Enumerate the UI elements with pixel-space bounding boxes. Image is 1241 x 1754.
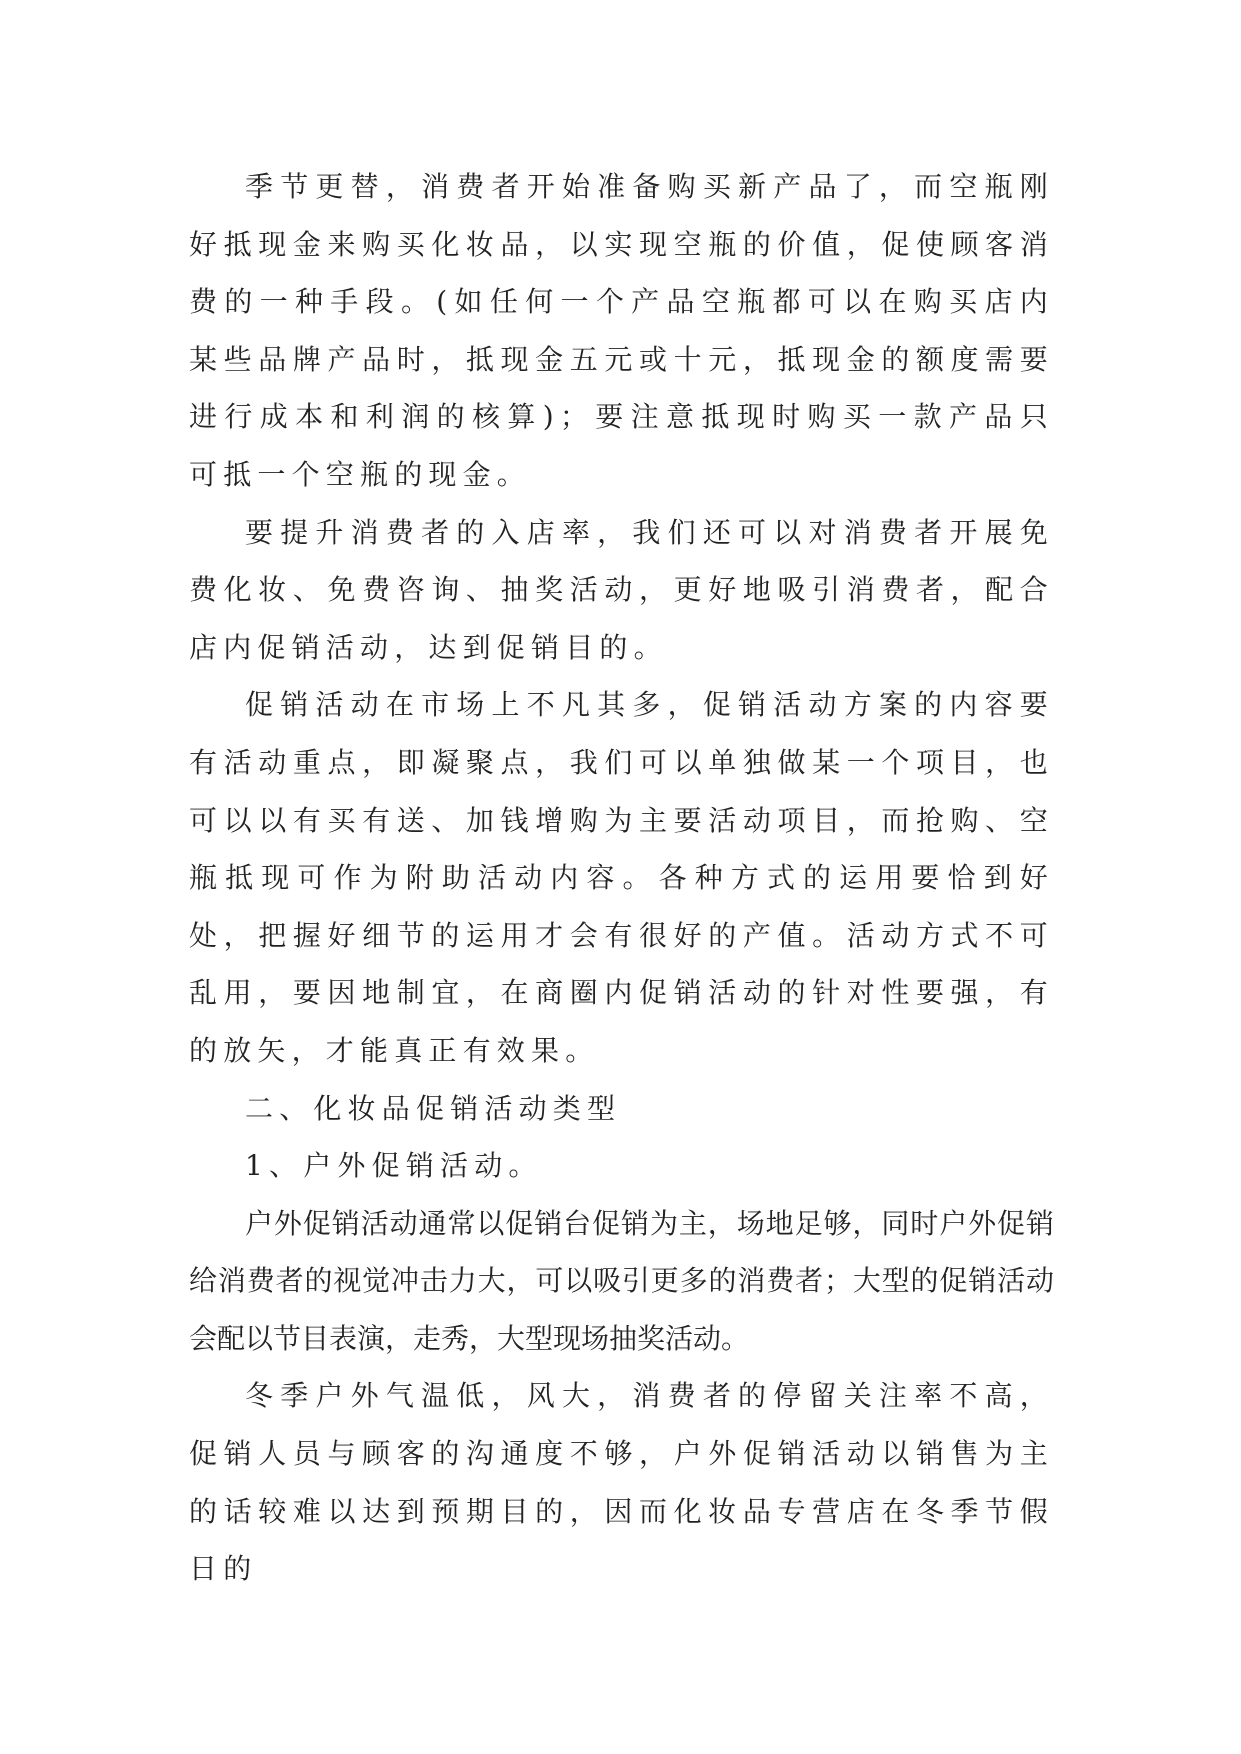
document-body — [189, 158, 1054, 1598]
paragraph-promotion-focus: 促销活动在市场上不凡其多，促销活动方案的内容要有活动重点，即凝聚点，我们可以单独做某一个项目，也可以以有买有送、加钱增购为主要活动项目，而抢购、空瓶抵现可作为附助活动内容。各种方式的运用要恰到好处，把握好细节的运用才会有很好的产值。活动方式不可乱用，要因地制宜，在商圈内促销活动的针对性要强，有的放矢，才能真正有效果。 — [189, 688, 1054, 1067]
section-heading-promotion-types: 二、化妆品促销活动类型 — [245, 1091, 622, 1125]
subheading-outdoor-promotion: 1、户外促销活动。 — [245, 1149, 543, 1183]
paragraph-store-traffic: 要提升消费者的入店率，我们还可以对消费者开展免费化妆、免费咨询、抽奖活动，更好地吸引消费者，配合店内促销活动，达到促销目的。 — [189, 515, 1054, 664]
paragraph-outdoor-promotion: 户外促销活动通常以促销台促销为主，场地足够，同时户外促销给消费者的视觉冲击力大，可以吸引更多的消费者；大型的促销活动会配以节目表演，走秀，大型现场抽奖活动。 — [189, 1206, 1054, 1355]
paragraph-empty-bottle-voucher: 季节更替，消费者开始准备购买新产品了，而空瓶刚好抵现金来购买化妆品，以实现空瓶的价值，促使顾客消费的一种手段。(如任何一个产品空瓶都可以在购买店内某些品牌产品时，抵现金五元或十元，抵现金的额度需要进行成本和利润的核算)；要注意抵现时购买一款产品只可抵一个空瓶的现金。 — [189, 170, 1054, 491]
paragraph-winter-outdoor: 冬季户外气温低，风大，消费者的停留关注率不高，促销人员与顾客的沟通度不够，户外促销活动以销售为主的话较难以达到预期目的，因而化妆品专营店在冬季节假日的 — [189, 1379, 1054, 1586]
